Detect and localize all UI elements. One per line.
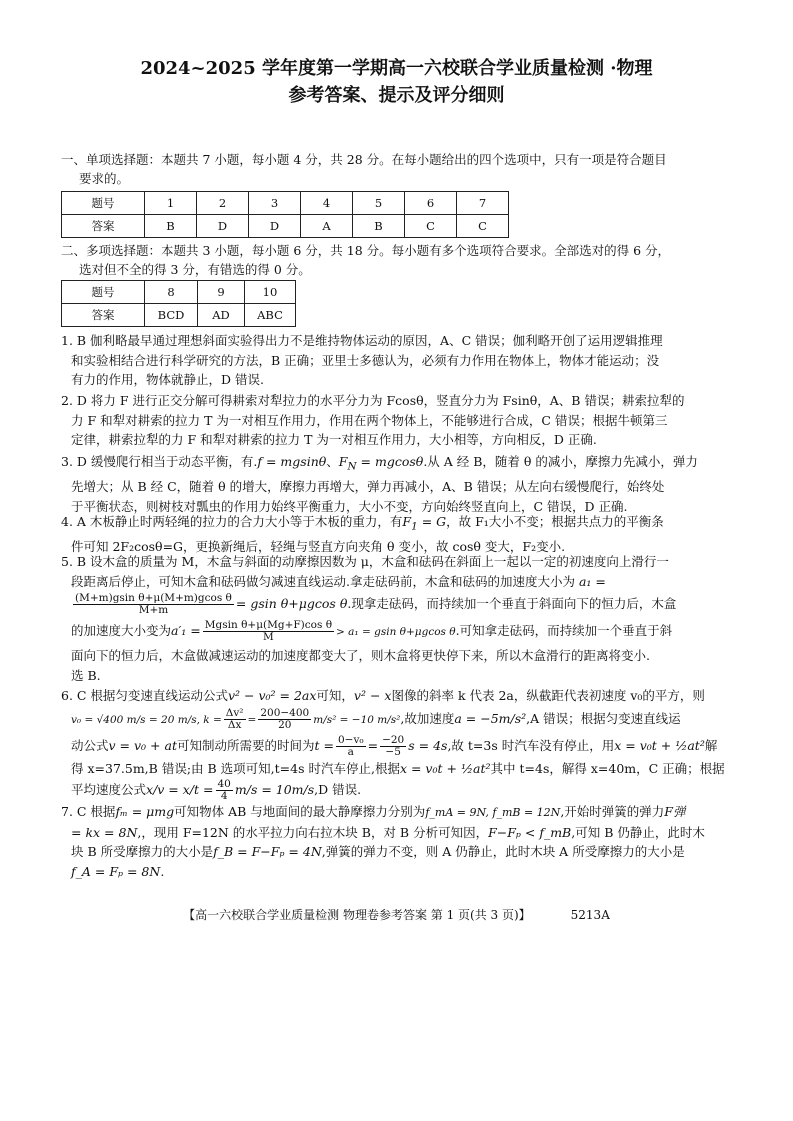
formula: f_A = Fₚ = 8N <box>71 864 161 880</box>
formula: m/s = 10m/s <box>234 782 315 798</box>
formula: x = v₀t + ½at² <box>614 737 705 753</box>
formula: $F_N = mgcos\theta$ <box>338 454 424 473</box>
table-cell: C <box>457 215 509 238</box>
table-cell: B <box>353 215 405 238</box>
table-cell: 题号 <box>62 192 145 215</box>
fraction: $\frac{\text{0−v₀}}{a}$ <box>337 733 364 758</box>
formula: v = v₀ + at <box>108 737 177 753</box>
formula: F弹 <box>664 804 686 819</box>
formula: v² − v₀² = 2ax <box>227 688 317 703</box>
formula: v₀ = √400 m/s = 20 m/s, k = <box>71 713 222 726</box>
table-cell: B <box>145 215 197 238</box>
formula: v² − x <box>353 688 392 703</box>
formula: f_mA = 9N, f_mB = 12N <box>425 806 561 819</box>
explanation-q2: 2. D 将力 F 进行正交分解可得耕索对犁拉力的水平分力为 Fcosθ，竖直分力为 Fsinθ，A、B 错误；耕索拉犁的 力 F 和犁对耕索的拉力 T 为一对相互作用力，作用在两个物体上，不能够进行合成，C 错误；根据牛顿第三 定律，耕索拉犁的力 F 和犁对耕索的拉力 T 为一对相互作用力，大小相等，方向相反，D 正确. <box>61 393 685 448</box>
formula: x = v₀t + ½at² <box>399 760 491 776</box>
formula: t = <box>314 737 334 753</box>
table-cell: D <box>197 215 249 238</box>
table-cell: 3 <box>249 192 301 215</box>
table-cell: 2 <box>197 192 249 215</box>
formula: > a₁ = gsin θ+μgcos θ <box>336 626 456 639</box>
formula: f_B = F−Fₚ = 4N <box>213 844 322 860</box>
multiple-choice-answer-table <box>61 280 296 327</box>
formula: a = −5m/s² <box>454 710 527 726</box>
formula: = kx = 8N <box>71 824 138 840</box>
explanation-q4: 4. A 木板静止时两轻绳的拉力的合力大小等于木板的重力，有$F_1 = G$，故 F₁大小不变；根据共点力的平衡条 件可知 2F₂cosθ=G，更换新绳后，轻绳与竖直方向夹角 θ 变小，故 cosθ 变大，F₂变小. <box>61 514 664 555</box>
footer-text: 【高一六校联合学业质量检测 物理卷参考答案 第 1 页(共 3 页)】 <box>183 908 531 922</box>
table-cell: 9 <box>198 281 245 304</box>
table-cell: 5 <box>353 192 405 215</box>
page-subtitle: 参考答案、提示及评分细则 <box>288 85 505 106</box>
table-cell: 1 <box>145 192 197 215</box>
formula: s = 4s <box>408 737 448 753</box>
formula: x/v = x/t = <box>146 782 214 798</box>
section-single-choice-heading: 一、单项选择题：本题共 7 小题，每小题 4 分，共 28 分。在每小题给出的四个选项中，只有一项是符合题目 要求的。 <box>61 152 667 186</box>
table-cell: D <box>249 215 301 238</box>
fraction: $\frac{\text{(M+m)gsin θ+μ(M+m)gcos θ}}{M+m}$ <box>75 592 232 617</box>
formula: F−Fₚ < f_mB <box>488 824 572 840</box>
fraction: $\frac{200-400}{20}$ <box>260 706 310 731</box>
table-cell: 答案 <box>62 304 145 327</box>
table-cell: 8 <box>145 281 198 304</box>
fraction: $\frac{40}{4}$ <box>217 778 231 803</box>
footer-code: 5213A <box>570 908 610 922</box>
page-footer <box>0 906 793 924</box>
explanation-q6: 6. C 根据匀变速直线运动公式v² − v₀² = 2ax可知，v² − x图像的斜率 k 代表 2a，纵截距代表初速度 v₀的平方，则 v₀ = √400 m/s = 20 m/s, k = $\frac{\text{Δv²}}{\Delta x}$ = $\frac{200-400}{20}$ m/s² = −10 m/s²,故加速度a = −5m/s²,A 错误；根据匀变速直线运 动公式v = v₀ + at可知制动所需要的时间为t = $\frac{\text{0−v₀}}{a}$ = $\frac{-20}{-5}$ s = 4s,故 t=3s 时汽车没有停止，用x = v₀t + ½at²解 得 x=37.5m,B 错误;由 B 选项可知,t=4s 时汽车停止,根据x = v₀t + ½at²其中 t=4s，解得 x=40m，C 正确；根据 平均速度公式x/v = x/t = $\frac{40}{4}$ m/s = 10m/s,D 错误. <box>61 688 725 803</box>
formula: fₘ = μmg <box>115 804 175 819</box>
table-row <box>62 215 509 238</box>
table-row <box>62 281 296 304</box>
formula: m/s² = −10 m/s² <box>313 713 401 726</box>
table-cell: AD <box>198 304 245 327</box>
explanation-q5: 5. B 设木盒的质量为 M，木盒与斜面的动摩擦因数为 μ，木盒和砝码在斜面上一起以一定的初速度向上滑行一 段距离后停止，可知木盒和砝码做匀减速直线运动.拿走砝码前，木盒和砝码的加速度大小为 a₁ = $\frac{\text{(M+m)gsin θ+μ(M+m)gcos θ}}{M+m}$ = gsin θ+μgcos θ.现拿走砝码，而持续加一个垂直于斜面向下的恒力后，木盒 的加速度大小变为a′₁ = $\frac{\text{Mgsin θ+μ(Mg+F)cos θ}}{M}$ > a₁ = gsin θ+μgcos θ.可知拿走砝码，而持续加一个垂直于斜 面向下的恒力后，木盒做减速运动的加速度都变大了，则木盒将更快停下来，所以木盒滑行的距离将变小. 选 B. <box>61 554 677 684</box>
formula: a₁ = <box>578 573 606 589</box>
table-cell: 6 <box>405 192 457 215</box>
formula: a′₁ = <box>171 623 201 639</box>
formula: $F_1 = G$ <box>402 514 447 533</box>
table-cell: ABC <box>245 304 296 327</box>
table-row <box>62 304 296 327</box>
single-choice-answer-table <box>61 191 509 238</box>
section-multiple-choice-heading: 二、多项选择题：本题共 3 小题，每小题 6 分，共 18 分。每小题有多个选项符合要求。全部选对的得 6 分， 选对但不全的得 3 分，有错选的得 0 分。 <box>61 243 671 277</box>
table-cell: 7 <box>457 192 509 215</box>
formula: = gsin θ+μgcos θ <box>235 596 348 612</box>
table-cell: 答案 <box>62 215 145 238</box>
table-row <box>62 192 509 215</box>
table-cell: A <box>301 215 353 238</box>
explanation-q3: 3. D 缓慢爬行相当于动态平衡，有.f = mgsinθ、$F_N = mgcos\theta$.从 A 经 B，随着 θ 的减小，摩擦力先减小，弹力 先增大；从 B 经 C，随着 θ 的增大，摩擦力再增大，弹力再减小，A、B 错误；从左向右缓慢爬行，始终处 于平衡状态，则树枝对瓢虫的作用力始终平衡重力，大小不变，方向始终竖直向上，C 错误，D 正确. <box>61 454 698 514</box>
formula: f = mgsinθ <box>257 454 327 469</box>
page-title: 2024~2025 学年度第一学期高一六校联合学业质量检测 ·物理 <box>140 58 653 79</box>
table-cell: 题号 <box>62 281 145 304</box>
table-cell: 10 <box>245 281 296 304</box>
table-cell: BCD <box>145 304 198 327</box>
explanation-q7: 7. C 根据fₘ = μmg可知物体 AB 与地面间的最大静摩擦力分别为f_mA = 9N, f_mB = 12N,开始时弹簧的弹力F弹 = kx = 8N,，现用 F=12N 的水平拉力向右拉木块 B，对 B 分析可知因，F−Fₚ < f_mB,可知 B 仍静止，此时木 块 B 所受摩擦力的大小是f_B = F−Fₚ = 4N,弹簧的弹力不变，则 A 仍静止，此时木块 A 所受摩擦力的大小是 f_A = Fₚ = 8N. <box>61 804 705 880</box>
fraction: $\frac{-20}{-5}$ <box>382 733 405 758</box>
table-cell: 4 <box>301 192 353 215</box>
fraction: $\frac{\text{Mgsin θ+μ(Mg+F)cos θ}}{M}$ <box>204 619 333 644</box>
fraction: $\frac{\text{Δv²}}{\Delta x}$ <box>225 706 244 731</box>
table-cell: C <box>405 215 457 238</box>
explanation-q1: 1. B 伽利略最早通过理想斜面实验得出力不是维持物体运动的原因，A、C 错误；伽利略开创了运用逻辑推理 和实验相结合进行科学研究的方法，B 正确；亚里士多德认为，必须有力作用在物体上，物体才能运动；没 有力的作用，物体就静止，D 错误. <box>61 333 663 388</box>
